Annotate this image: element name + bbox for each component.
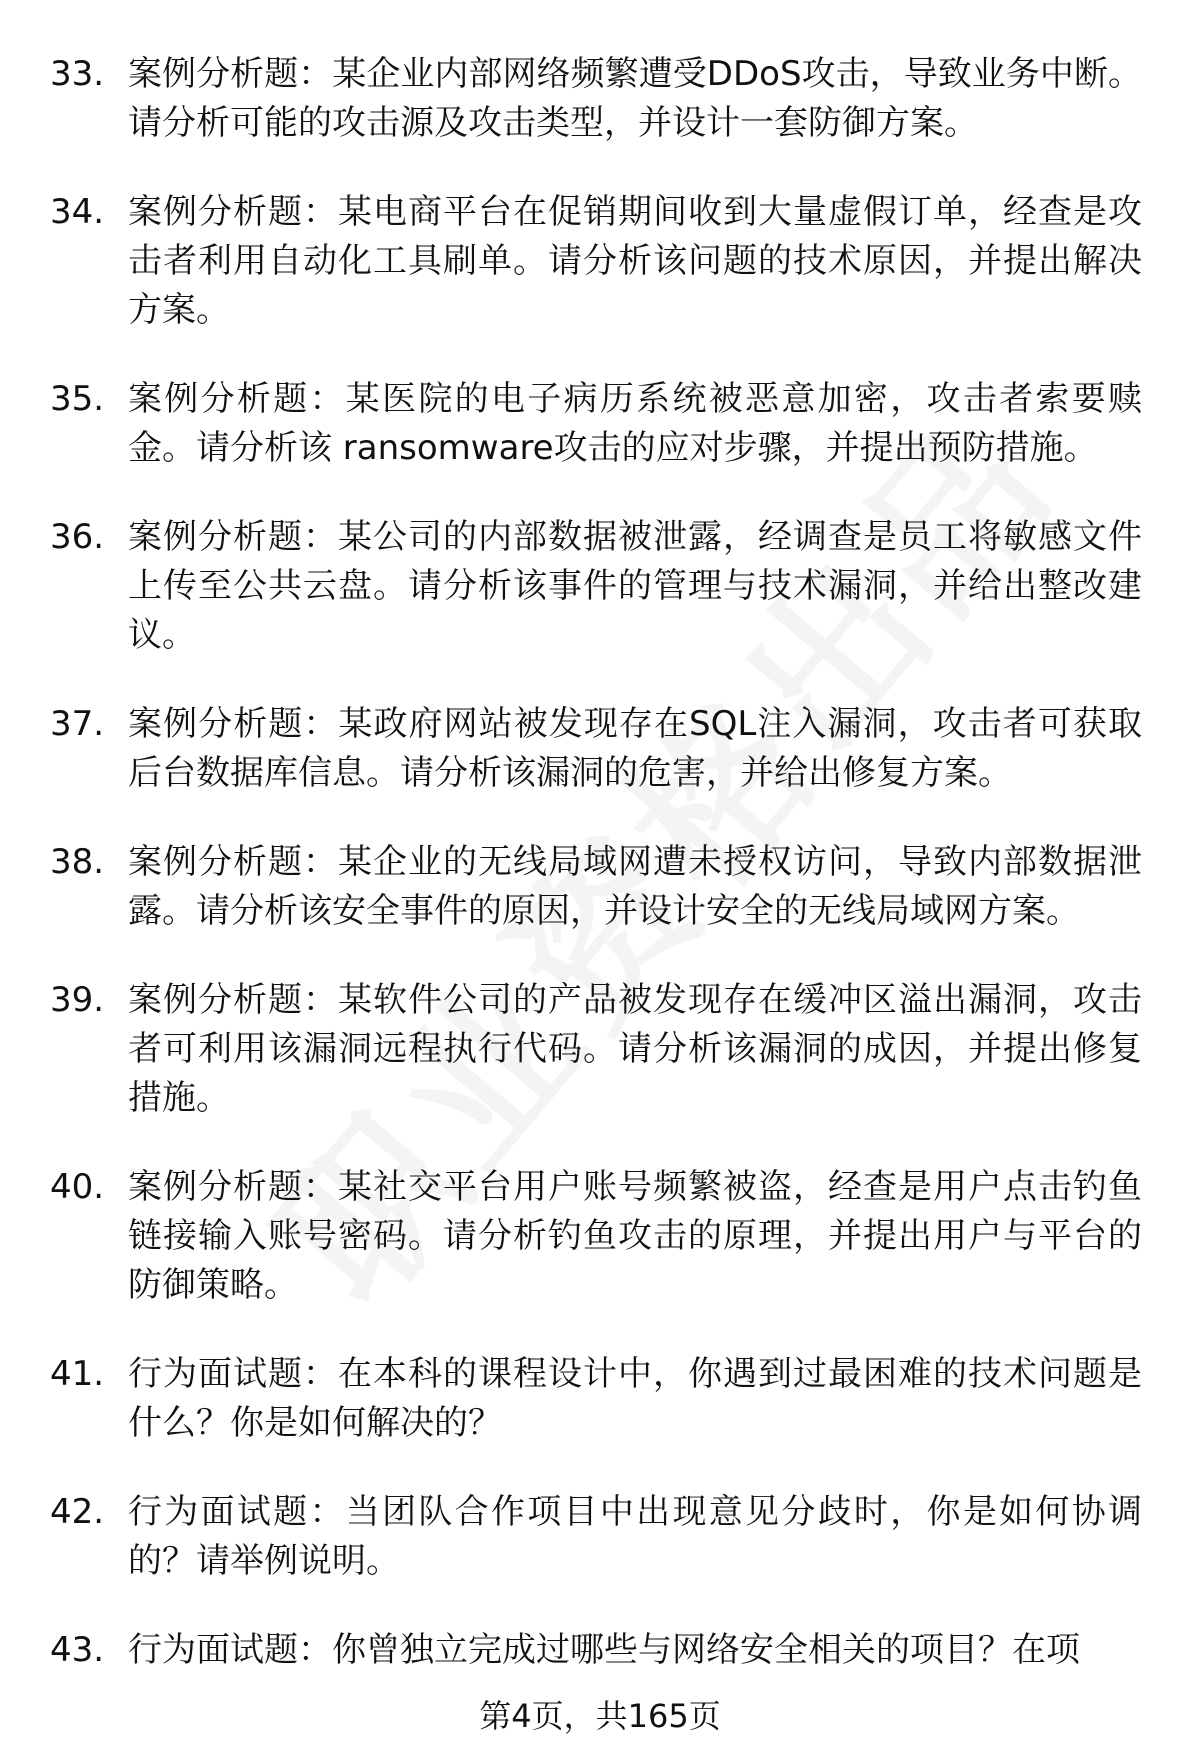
question-number: 39. bbox=[50, 980, 105, 1020]
question-item-42 bbox=[0, 1488, 1200, 1586]
question-text: 行为面试题：当团队合作项目中出现意见分歧时，你是如何协调的？请举例说明。 bbox=[128, 1492, 1142, 1581]
question-text: 案例分析题：某软件公司的产品被发现存在缓冲区溢出漏洞，攻击者可利用该漏洞远程执行代码。请分析该漏洞的成因，并提出修复措施。 bbox=[128, 980, 1142, 1118]
question-number: 43. bbox=[50, 1630, 105, 1670]
question-item-36 bbox=[0, 513, 1200, 660]
question-number: 36. bbox=[50, 517, 105, 557]
question-text: 案例分析题：某电商平台在促销期间收到大量虚假订单，经查是攻击者利用自动化工具刷单。请分析该问题的技术原因，并提出解决方案。 bbox=[128, 192, 1142, 330]
question-text: 案例分析题：某社交平台用户账号频繁被盗，经查是用户点击钓鱼链接输入账号密码。请分析钓鱼攻击的原理，并提出用户与平台的防御策略。 bbox=[128, 1167, 1142, 1305]
question-number: 37. bbox=[50, 704, 105, 744]
question-item-33 bbox=[0, 50, 1200, 148]
question-number: 38. bbox=[50, 842, 105, 882]
question-item-43 bbox=[0, 1626, 1200, 1675]
question-text: 案例分析题：某政府网站被发现存在SQL注入漏洞，攻击者可获取后台数据库信息。请分析该漏洞的危害，并给出修复方案。 bbox=[128, 704, 1142, 793]
question-list bbox=[0, 50, 1200, 1715]
question-number: 40. bbox=[50, 1167, 105, 1207]
question-item-41 bbox=[0, 1350, 1200, 1448]
question-number: 33. bbox=[50, 54, 105, 94]
question-number: 34. bbox=[50, 192, 105, 232]
question-text: 行为面试题：你曾独立完成过哪些与网络安全相关的项目？在项 bbox=[128, 1630, 1080, 1670]
page-footer: 第4页，共165页 bbox=[479, 1697, 721, 1735]
question-item-35 bbox=[0, 375, 1200, 473]
question-item-40 bbox=[0, 1163, 1200, 1310]
question-text: 案例分析题：某医院的电子病历系统被恶意加密，攻击者索要赎金。请分析该 ransomware攻击的应对步骤，并提出预防措施。 bbox=[128, 379, 1142, 468]
question-text: 行为面试题：在本科的课程设计中，你遇到过最困难的技术问题是什么？你是如何解决的？ bbox=[128, 1354, 1142, 1443]
question-number: 41. bbox=[50, 1354, 105, 1394]
question-item-34 bbox=[0, 188, 1200, 335]
question-text: 案例分析题：某公司的内部数据被泄露，经调查是员工将敏感文件上传至公共云盘。请分析该事件的管理与技术漏洞，并给出整改建议。 bbox=[128, 517, 1142, 655]
question-number: 35. bbox=[50, 379, 105, 419]
question-text: 案例分析题：某企业内部网络频繁遭受DDoS攻击，导致业务中断。请分析可能的攻击源及攻击类型，并设计一套防御方案。 bbox=[128, 54, 1142, 143]
question-text: 案例分析题：某企业的无线局域网遭未授权访问，导致内部数据泄露。请分析该安全事件的原因，并设计安全的无线局域网方案。 bbox=[128, 842, 1142, 931]
question-item-37 bbox=[0, 700, 1200, 798]
question-item-38 bbox=[0, 838, 1200, 936]
question-item-39 bbox=[0, 976, 1200, 1123]
question-number: 42. bbox=[50, 1492, 105, 1532]
